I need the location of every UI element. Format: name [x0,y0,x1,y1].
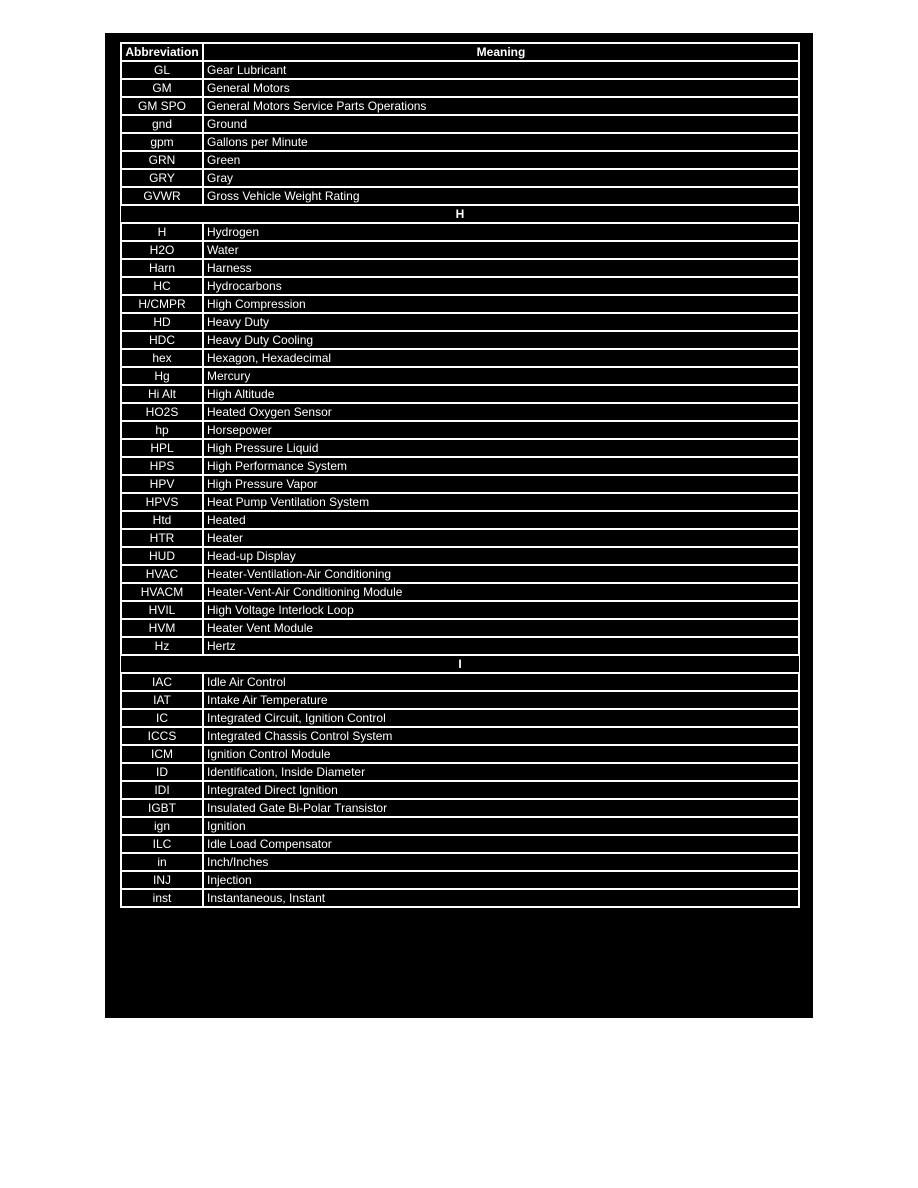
table-row [120,116,800,134]
meaning-cell: Heavy Duty [203,314,800,332]
meaning-cell: Hydrogen [203,224,800,242]
abbreviation-cell: GRN [120,152,203,170]
abbreviation-cell: HO2S [120,404,203,422]
meaning-cell: Gallons per Minute [203,134,800,152]
table-row [120,152,800,170]
abbreviation-cell: ign [120,818,203,836]
abbreviation-cell: hex [120,350,203,368]
abbreviation-cell: GVWR [120,188,203,206]
table-row [120,278,800,296]
meaning-cell: Hydrocarbons [203,278,800,296]
header-abbreviation: Abbreviation [120,42,203,62]
table-row [120,692,800,710]
meaning-cell: Integrated Chassis Control System [203,728,800,746]
abbreviation-cell: HPS [120,458,203,476]
abbreviation-cell: GL [120,62,203,80]
abbreviation-cell: gnd [120,116,203,134]
table-row [120,872,800,890]
table-row [120,620,800,638]
meaning-cell: Instantaneous, Instant [203,890,800,908]
abbreviation-table [120,42,800,908]
abbreviation-cell: in [120,854,203,872]
table-row [120,818,800,836]
table-row [120,350,800,368]
meaning-cell: Inch/Inches [203,854,800,872]
meaning-cell: Heat Pump Ventilation System [203,494,800,512]
meaning-cell: Gear Lubricant [203,62,800,80]
meaning-cell: Insulated Gate Bi-Polar Transistor [203,800,800,818]
meaning-cell: Heater [203,530,800,548]
header-meaning: Meaning [203,42,800,62]
abbreviation-cell: HVM [120,620,203,638]
meaning-cell: Identification, Inside Diameter [203,764,800,782]
table-row [120,80,800,98]
table-row [120,332,800,350]
meaning-cell: Heater Vent Module [203,620,800,638]
meaning-cell: Injection [203,872,800,890]
table-row [120,62,800,80]
abbreviation-cell: HDC [120,332,203,350]
abbreviation-cell: HPV [120,476,203,494]
meaning-cell: High Pressure Liquid [203,440,800,458]
abbreviation-cell: HVAC [120,566,203,584]
table-row [120,512,800,530]
table-row [120,440,800,458]
meaning-cell: Green [203,152,800,170]
meaning-cell: High Compression [203,296,800,314]
table-row [120,800,800,818]
abbreviation-cell: hp [120,422,203,440]
meaning-cell: Ignition [203,818,800,836]
table-row [120,368,800,386]
table-header-row [120,42,800,62]
section-letter: H [120,206,800,224]
table-row [120,494,800,512]
section-header-row [120,656,800,674]
abbreviation-cell: Htd [120,512,203,530]
meaning-cell: Idle Air Control [203,674,800,692]
meaning-cell: Ignition Control Module [203,746,800,764]
meaning-cell: High Performance System [203,458,800,476]
abbreviation-cell: ICM [120,746,203,764]
abbreviation-cell: IGBT [120,800,203,818]
table-row [120,854,800,872]
abbreviation-cell: HUD [120,548,203,566]
abbreviation-cell: HVIL [120,602,203,620]
abbreviation-cell: IC [120,710,203,728]
meaning-cell: Intake Air Temperature [203,692,800,710]
table-row [120,764,800,782]
abbreviation-cell: H [120,224,203,242]
abbreviation-cell: IAT [120,692,203,710]
abbreviation-cell: HVACM [120,584,203,602]
table-row [120,746,800,764]
abbreviation-cell: Harn [120,260,203,278]
meaning-cell: Heater-Vent-Air Conditioning Module [203,584,800,602]
meaning-cell: Heater-Ventilation-Air Conditioning [203,566,800,584]
table-row [120,458,800,476]
abbreviation-cell: GRY [120,170,203,188]
table-row [120,890,800,908]
meaning-cell: Integrated Direct Ignition [203,782,800,800]
meaning-cell: Harness [203,260,800,278]
abbreviation-cell: inst [120,890,203,908]
abbreviation-cell: GM SPO [120,98,203,116]
meaning-cell: Idle Load Compensator [203,836,800,854]
meaning-cell: Hexagon, Hexadecimal [203,350,800,368]
abbreviation-cell: H2O [120,242,203,260]
abbreviation-cell: INJ [120,872,203,890]
meaning-cell: Horsepower [203,422,800,440]
table-row [120,404,800,422]
table-row [120,566,800,584]
abbreviation-cell: H/CMPR [120,296,203,314]
meaning-cell: Water [203,242,800,260]
abbreviation-table-frame [105,33,813,1018]
table-row [120,134,800,152]
section-header-row [120,206,800,224]
abbreviation-cell: HC [120,278,203,296]
table-row [120,530,800,548]
meaning-cell: High Voltage Interlock Loop [203,602,800,620]
meaning-cell: Head-up Display [203,548,800,566]
abbreviation-cell: HPL [120,440,203,458]
section-letter: I [120,656,800,674]
table-row [120,170,800,188]
table-row [120,476,800,494]
table-row [120,710,800,728]
table-row [120,188,800,206]
table-row [120,782,800,800]
abbreviation-cell: IDI [120,782,203,800]
meaning-cell: High Altitude [203,386,800,404]
meaning-cell: Integrated Circuit, Ignition Control [203,710,800,728]
table-row [120,98,800,116]
meaning-cell: Ground [203,116,800,134]
meaning-cell: General Motors [203,80,800,98]
table-row [120,422,800,440]
table-row [120,224,800,242]
meaning-cell: Mercury [203,368,800,386]
abbreviation-cell: Hz [120,638,203,656]
table-row [120,584,800,602]
meaning-cell: Heated [203,512,800,530]
table-row [120,386,800,404]
meaning-cell: Gross Vehicle Weight Rating [203,188,800,206]
table-row [120,602,800,620]
abbreviation-cell: Hg [120,368,203,386]
abbreviation-cell: Hi Alt [120,386,203,404]
table-row [120,728,800,746]
table-row [120,260,800,278]
meaning-cell: Hertz [203,638,800,656]
abbreviation-cell: GM [120,80,203,98]
table-row [120,836,800,854]
abbreviation-cell: gpm [120,134,203,152]
table-body [120,62,800,908]
abbreviation-cell: HPVS [120,494,203,512]
meaning-cell: Gray [203,170,800,188]
abbreviation-cell: IAC [120,674,203,692]
table-row [120,674,800,692]
meaning-cell: Heavy Duty Cooling [203,332,800,350]
abbreviation-cell: ICCS [120,728,203,746]
table-row [120,314,800,332]
table-row [120,638,800,656]
meaning-cell: Heated Oxygen Sensor [203,404,800,422]
abbreviation-cell: ID [120,764,203,782]
abbreviation-cell: HD [120,314,203,332]
abbreviation-cell: HTR [120,530,203,548]
table-row [120,242,800,260]
table-row [120,548,800,566]
meaning-cell: High Pressure Vapor [203,476,800,494]
abbreviation-cell: ILC [120,836,203,854]
meaning-cell: General Motors Service Parts Operations [203,98,800,116]
table-row [120,296,800,314]
